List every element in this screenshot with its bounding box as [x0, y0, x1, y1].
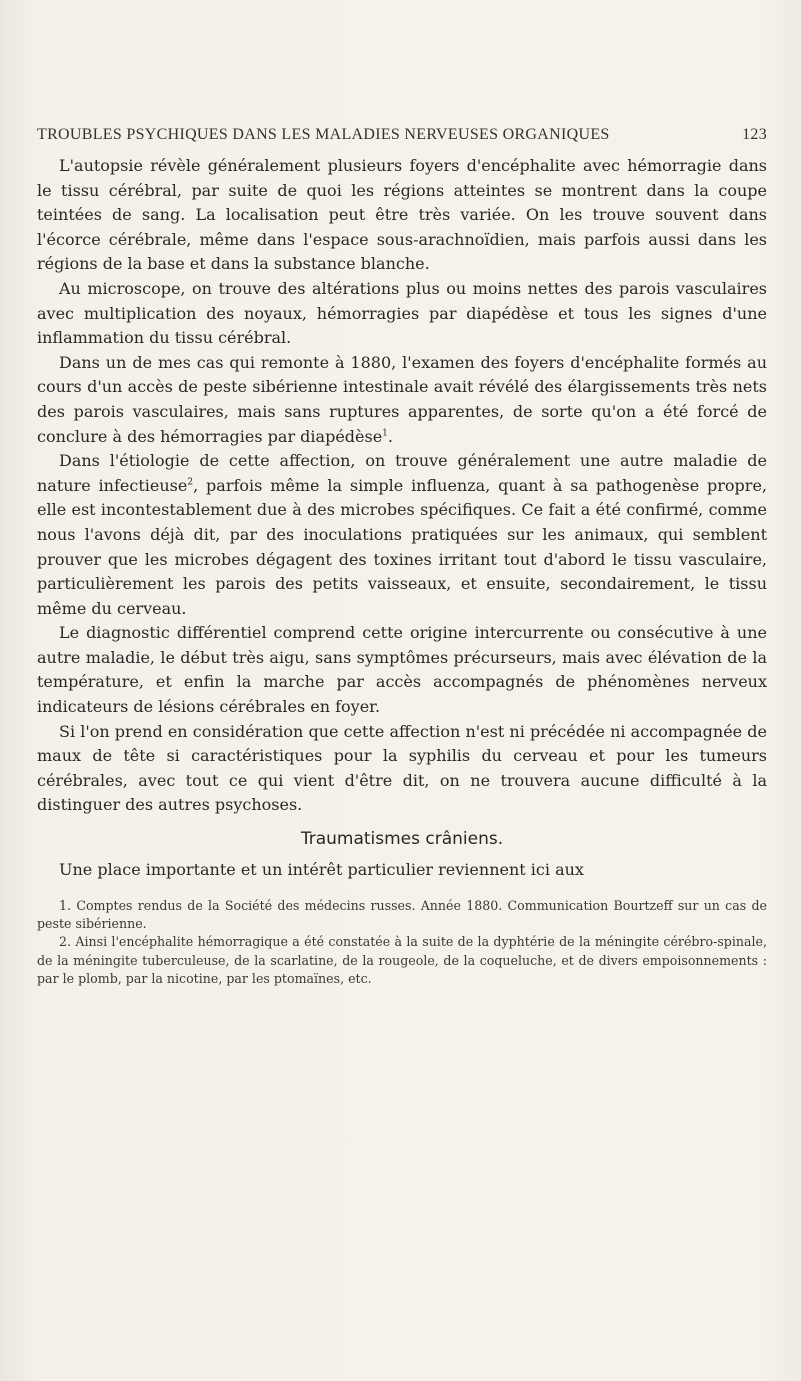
- paragraph-text: parfois même la simple influenza, quant à sa pathogenèse propre, elle est incontestablement due à des microbes spécifiques. Ce fait a été confirmé, comme nous l'avons déjà dit, par des inoculations pratiquées sur les animaux, qui semblent prouver que les microbes dégagent des toxines irritant tout d'abord le tissu vasculaire, particulièrement les parois des petits vaisseaux, et ensuite, secondairement, le tissu même du cerveau.: [37, 475, 768, 618]
- footnote-mark: 1.: [59, 897, 72, 913]
- footnote: [37, 897, 767, 934]
- paragraph: [37, 858, 767, 883]
- section-heading: Traumatismes crâniens.: [300, 829, 504, 850]
- footnote-mark: 2.: [59, 934, 72, 950]
- paragraph-text: Dans un de mes cas qui remonte à 1880, l'examen des foyers d'encéphalite formés au cours d'un accès de peste sibérienne intestinale avait révélé des élargissements très nets des parois vasculaires, mais sans ruptures apparentes, de sorte qu'on a été forcé de conclure à des hémorragies par diapédèse: [37, 352, 767, 446]
- running-header: [37, 126, 767, 144]
- paragraph: Dans un de mes cas qui remonte à 1880, l'examen des foyers d'encéphalite formés au cours d'un accès de peste sibérienne intestinale avait révélé des élargissements très nets des parois vasculaires, mais sans ruptures apparentes, de sorte qu'on a été forcé de conclure à des hémorragies par diapédèse$^1$.: [37, 352, 767, 446]
- footnote-separator: [37, 883, 767, 897]
- paragraph-text: Si l'on prend en considération que cette affection n'est ni précédée ni accompagnée de maux de tête si caractéristiques pour la syphilis du cerveau et pour les tumeurs cérébrales, avec tout ce qui vient d'être dit, on ne trouvera aucune difficulté à la distinguer des autres psychoses.: [37, 721, 767, 815]
- paragraph: [37, 720, 767, 818]
- running-title: TROUBLES PSYCHIQUES DANS LES MALADIES NERVEUSES ORGANIQUES: [37, 126, 610, 143]
- footnote-ref: 1: [382, 428, 388, 439]
- paragraph-text: Le diagnostic différentiel comprend cette origine intercurrente ou consécutive à une autre maladie, le début très aigu, sans symptômes précurseurs, mais avec élévation de la température, et enfin la marche par accès accompagnés de phénomènes nerveux indicateurs de lésions cérébrales en foyer.: [37, 623, 767, 717]
- page-body: [37, 154, 767, 989]
- paragraph-text: Dans l'étiologie de cette affection, on trouve généralement une autre maladie de nature infectieuse: [37, 451, 767, 495]
- paragraph: [37, 154, 767, 277]
- paragraph: Dans l'étiologie de cette affection, on trouve généralement une autre maladie de nature infectieuse$^2$, parfois même la simple influenza, quant à sa pathogenèse propre, elle est incontestablement due à des microbes spécifiques. Ce fait a été confirmé, comme nous l'avons déjà dit, par des inoculations pratiquées sur les animaux, qui semblent prouver que les microbes dégagent des toxines irritant tout d'abord le tissu vasculaire, particulièrement les parois des petits vaisseaux, et ensuite, secondairement, le tissu même du cerveau.: [37, 451, 768, 618]
- footnote-ref: 2: [187, 477, 194, 488]
- footnote-text: Comptes rendus de la Société des médecins russes. Année 1880. Communication Bourtzeff sur un cas de peste sibérienne.: [37, 897, 767, 932]
- paragraph-text: Une place importante et un intérêt particulier reviennent ici aux: [59, 860, 584, 880]
- paragraph-text: Au microscope, on trouve des altérations plus ou moins nettes des parois vasculaires avec multiplication des noyaux, hémorragies par diapédèse et tous les signes d'une inflammation du tissu cérébral.: [37, 278, 767, 348]
- paragraph: [37, 277, 767, 351]
- footnote-text: Ainsi l'encéphalite hémorragique a été constatée à la suite de la dyphtérie de la méningite cérébro-spinale, de la méningite tuberculeuse, de la scarlatine, de la rougeole, de la coqueluche, et de divers empoisonnements : par le plomb, par la nicotine, par les ptomaïnes, etc.: [37, 934, 767, 987]
- footnote: [37, 933, 767, 988]
- paragraph-text: L'autopsie révèle généralement plusieurs foyers d'encéphalite avec hémorragie dans le tissu cérébral, par suite de quoi les régions atteintes se montrent dans la coupe teintées de sang. La localisation peut être très variée. On les trouve souvent dans l'écorce cérébrale, même dans l'espace sous-arachnoïdien, mais parfois aussi dans les régions de la base et dans la substance blanche.: [37, 156, 767, 274]
- page-number: 123: [742, 126, 767, 143]
- paragraph: [37, 621, 767, 719]
